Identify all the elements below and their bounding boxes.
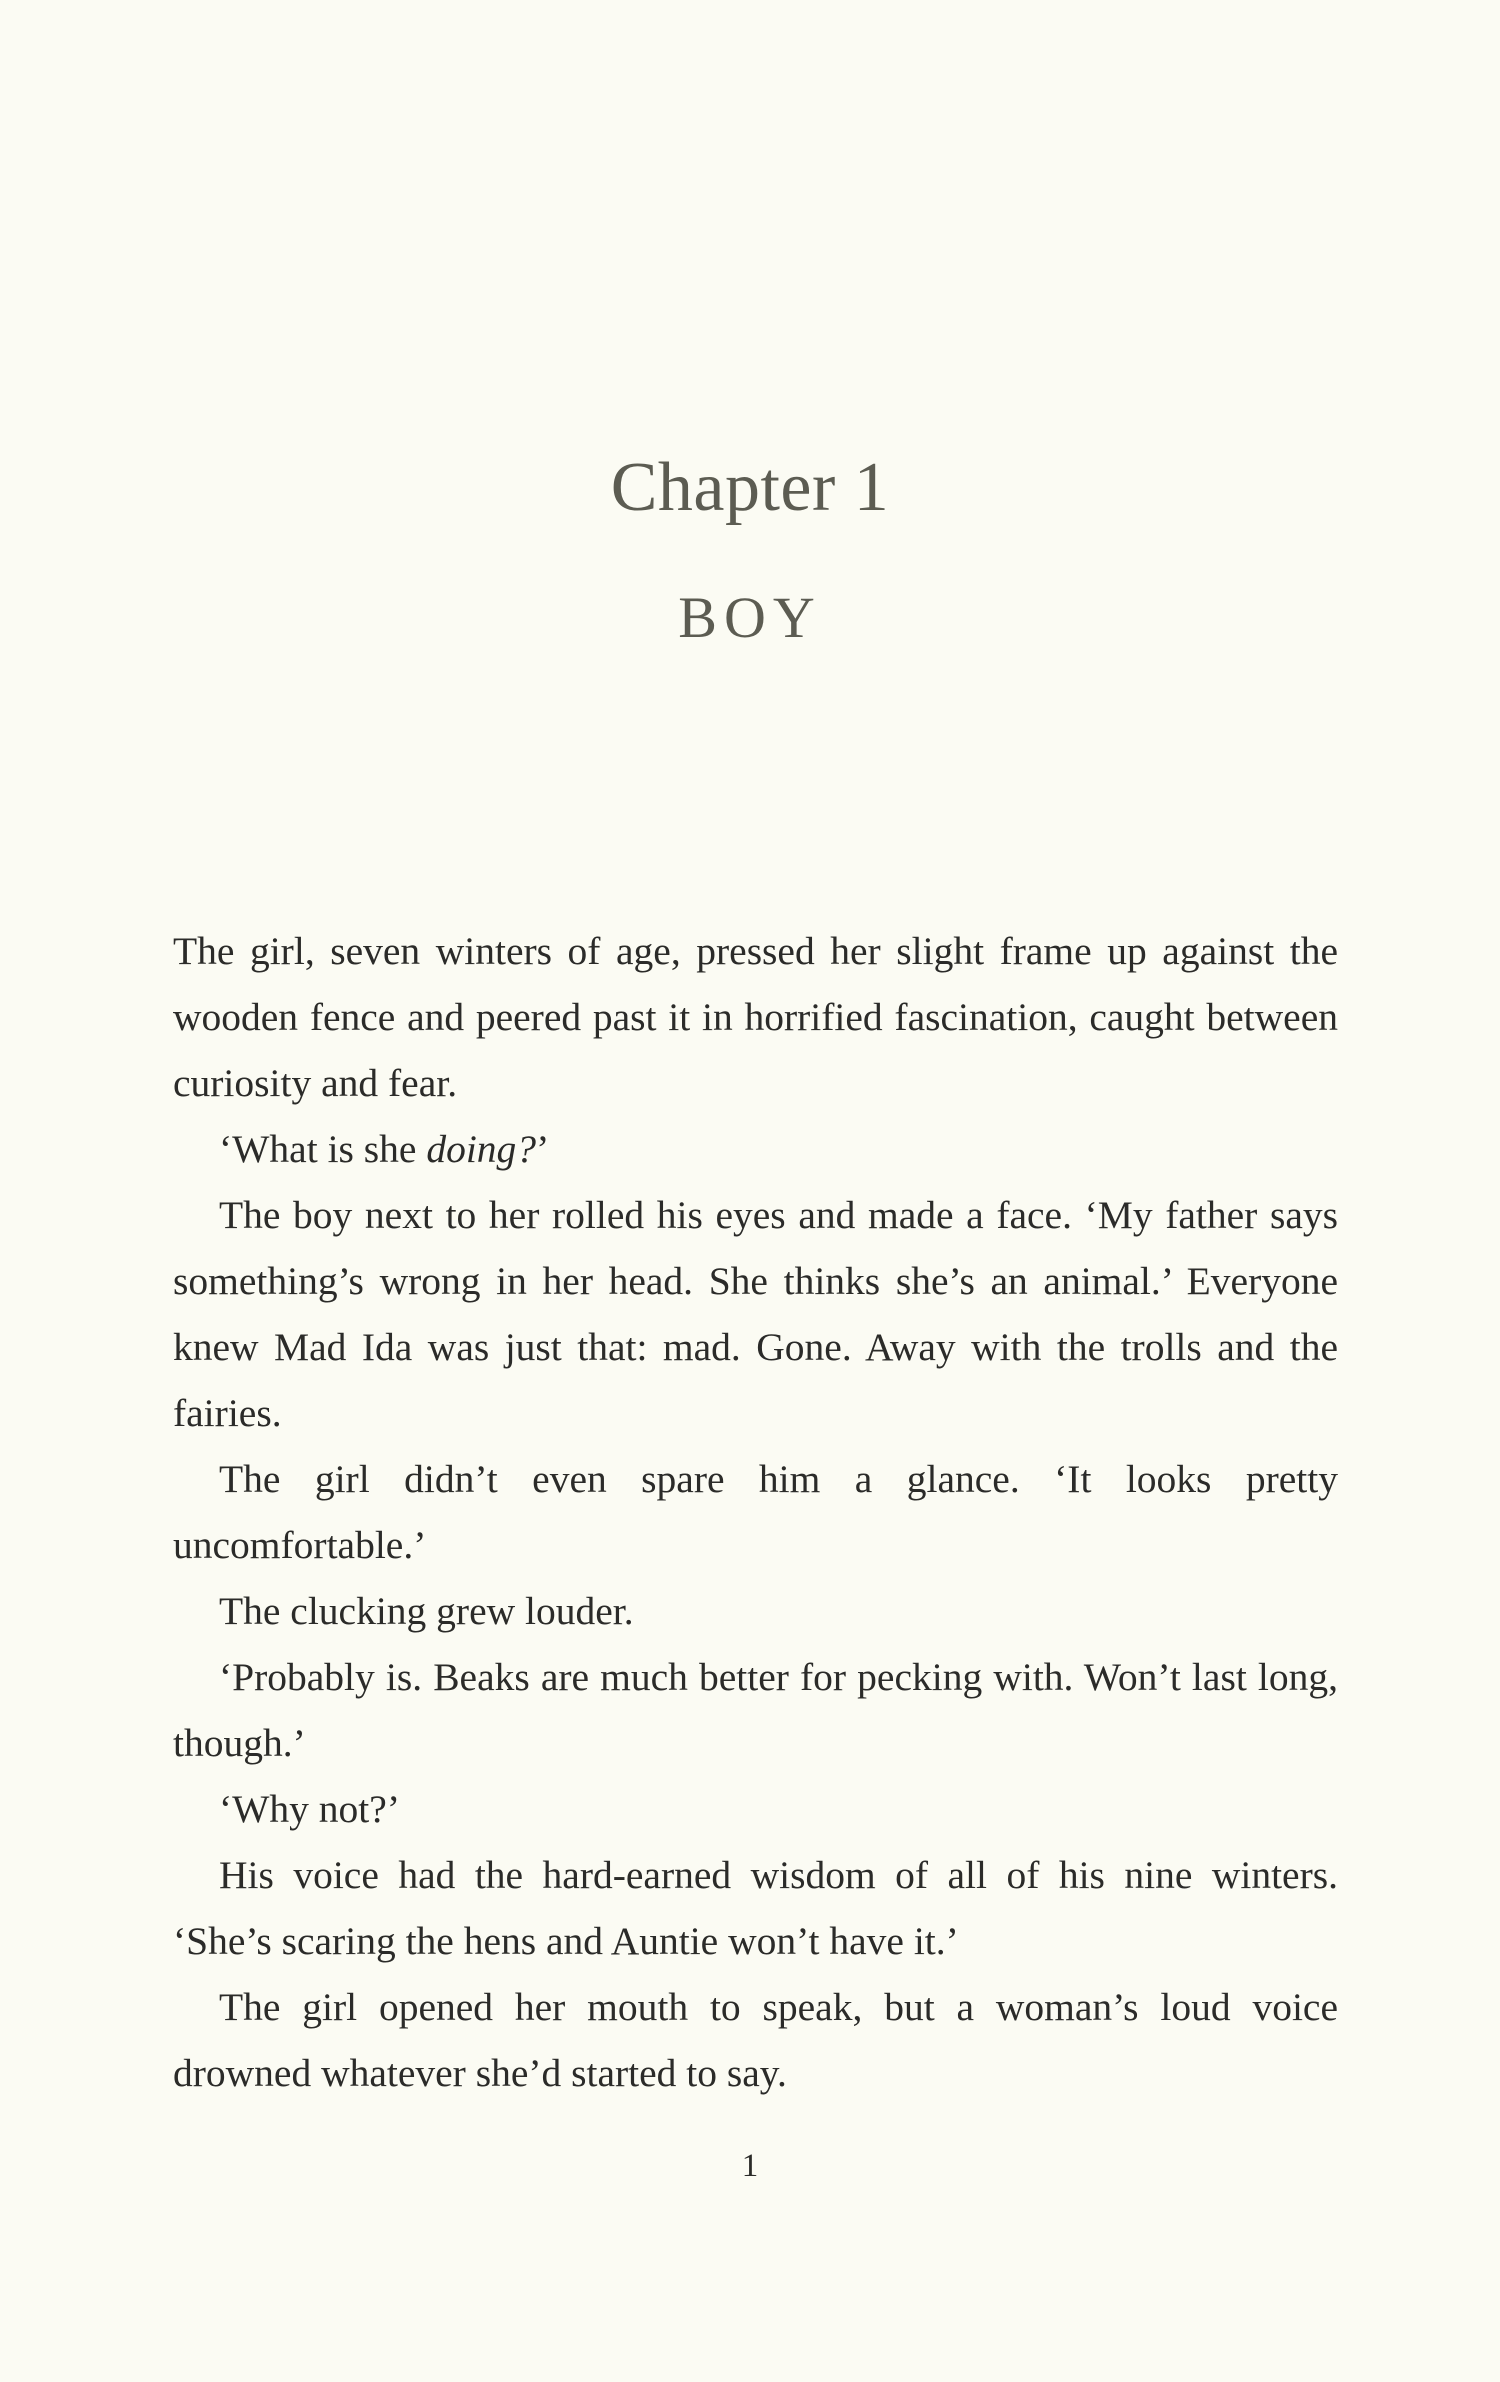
chapter-label: Chapter 1 xyxy=(610,449,890,526)
paragraph-text: The clucking grew louder. xyxy=(219,1589,634,1633)
paragraph-text: His voice had the hard-earned wisdom of all of his nine winters. ‘She’s scaring the hens and Auntie won’t have it.’ xyxy=(173,1853,1338,1963)
paragraph xyxy=(173,1842,1338,1974)
paragraph xyxy=(173,918,1338,1116)
paragraph xyxy=(173,1116,1338,1182)
paragraph-text: The girl, seven winters of age, pressed her slight frame up against the wooden fence and peered past it in horrified fascination, caught between curiosity and fear. xyxy=(173,929,1338,1105)
paragraph xyxy=(173,1446,1338,1578)
paragraph xyxy=(173,1644,1338,1776)
paragraph-text: The girl didn’t even spare him a glance. ‘It looks pretty uncomfortable.’ xyxy=(173,1457,1338,1567)
paragraph-text: ‘Probably is. Beaks are much better for pecking with. Won’t last long, though.’ xyxy=(173,1655,1338,1765)
paragraph-text: ’ xyxy=(536,1127,550,1171)
paragraph xyxy=(173,1974,1338,2106)
page-number: 1 xyxy=(741,2148,759,2184)
paragraph xyxy=(173,1578,1338,1644)
paragraph-text: ‘What is she xyxy=(219,1127,427,1171)
paragraph-text: The girl opened her mouth to speak, but a woman’s loud voice drowned whatever she’d started to say. xyxy=(173,1985,1338,2095)
paragraph xyxy=(173,1776,1338,1842)
paragraph-text: ‘Why not?’ xyxy=(219,1787,400,1831)
paragraph xyxy=(173,1182,1338,1446)
emphasized-text: doing? xyxy=(426,1127,537,1171)
body-text xyxy=(173,918,1338,2106)
chapter-title: BOY xyxy=(678,585,822,650)
paragraph-text: The boy next to her rolled his eyes and made a face. ‘My father says something’s wrong in her head. She thinks she’s an animal.’ Everyone knew Mad Ida was just that: mad. Gone. Away with the trolls and the fairies. xyxy=(173,1193,1338,1435)
